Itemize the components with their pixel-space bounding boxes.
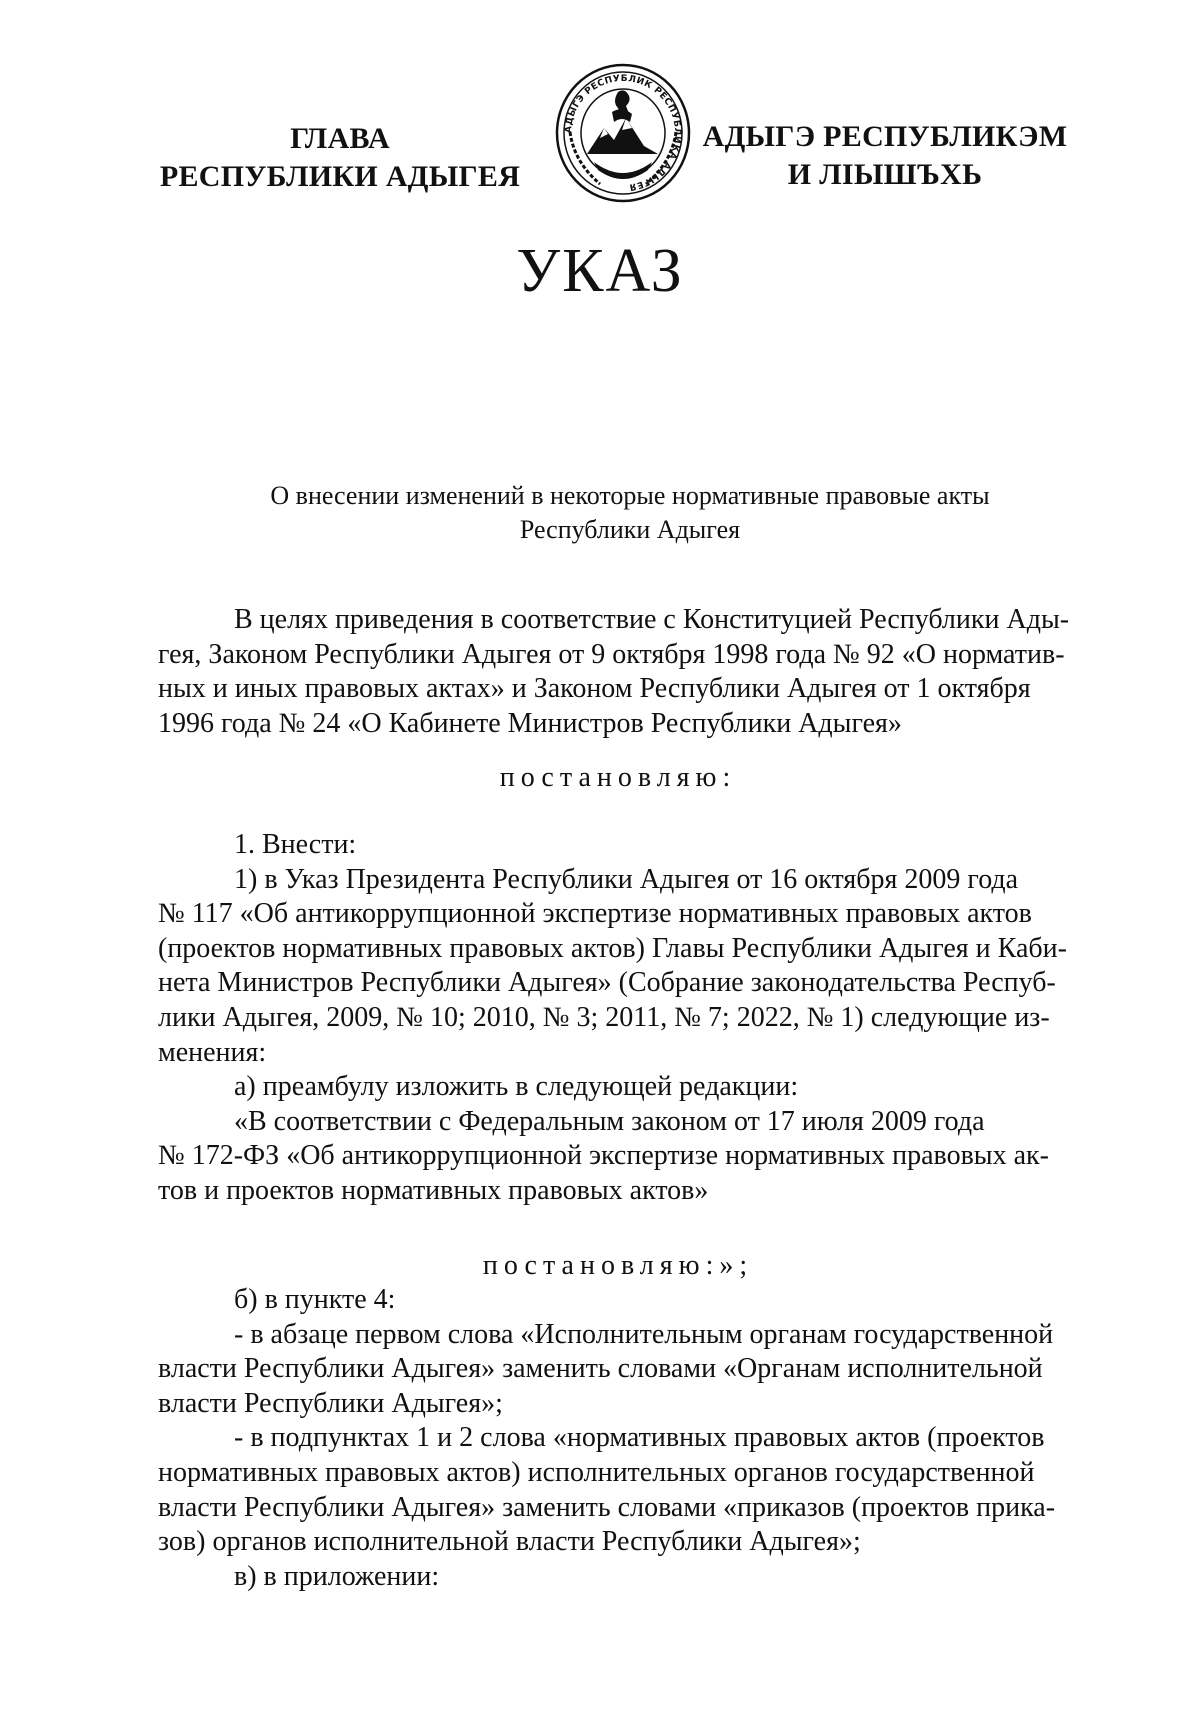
document-body	[158, 603, 1078, 1594]
dash1-line: власти Республики Адыгея»;	[158, 1387, 503, 1419]
quote-line: тов и проектов нормативных правовых актов»	[158, 1174, 709, 1206]
coat-of-arms-icon	[552, 62, 694, 204]
sub1-line: нета Министров Республики Адыгея» (Собрание законодательства Респуб-	[158, 967, 1056, 999]
sub1-line: лики Адыгея, 2009, № 10; 2010, № 3; 2011, № 7; 2022, № 1) следующие из-	[158, 1001, 1050, 1033]
dash2-line: - в подпунктах 1 и 2 слова «нормативных правовых актов (проектов	[234, 1422, 1045, 1454]
dash1-line: власти Республики Адыгея» заменить словами «Органам исполнительной	[158, 1353, 1043, 1385]
dash1-line: - в абзаце первом слова «Исполнительным органам государственной	[234, 1318, 1054, 1350]
sub-b: б) в пункте 4:	[234, 1284, 396, 1316]
dash2-line: власти Республики Адыгея» заменить словами «приказов (проектов прика-	[158, 1491, 1056, 1523]
header-left-line1: ГЛАВА	[290, 122, 390, 155]
preamble-line: В целях приведения в соответствие с Конституцией Республики Ады-	[234, 604, 1070, 635]
dash2-line: зов) органов исполнительной власти Республики Адыгея»;	[158, 1526, 861, 1558]
decree-word-quoted: постановляю:»;	[482, 1249, 754, 1281]
sub1-line: № 117 «Об антикоррупционной экспертизе нормативных правовых актов	[158, 898, 1032, 930]
emblem-ring-text: АДЫГЭ РЕСПУБЛИК РЕСПУБЛИКА АДЫГЕЯ	[563, 73, 683, 192]
sub1-line: менения:	[158, 1036, 267, 1068]
sub-a: а) преамбулу изложить в следующей редакции:	[234, 1071, 799, 1103]
subject-line1: О внесении изменений в некоторые нормативные правовые акты	[270, 481, 990, 510]
quote-line: «В соответствии с Федеральным законом от 17 июля 2009 года	[234, 1105, 985, 1137]
preamble-line: гея, Законом Республики Адыгея от 9 октября 1998 года № 92 «О норматив-	[158, 638, 1065, 670]
sub-v: в) в приложении:	[234, 1560, 440, 1592]
document-title: УКАЗ	[516, 237, 684, 305]
subject-line2: Республики Адыгея	[519, 515, 741, 544]
sub1-line: (проектов нормативных правовых актов) Главы Республики Адыгея и Каби-	[158, 932, 1067, 964]
item-1: 1. Внести:	[234, 828, 357, 860]
quote-line: № 172-ФЗ «Об антикоррупционной экспертизе нормативных правовых ак-	[158, 1140, 1049, 1172]
decree-word: постановляю:	[499, 762, 737, 794]
header-right	[700, 118, 1070, 194]
dash2-line: нормативных правовых актов) исполнительных органов государственной	[158, 1457, 1035, 1489]
header-left-line2: РЕСПУБЛИКИ АДЫГЕЯ	[159, 160, 521, 193]
header-right-line1: АДЫГЭ РЕСПУБЛИКЭМ	[702, 120, 1068, 153]
document-subject	[190, 479, 1070, 547]
preamble-line: ных и иных правовых актах» и Законом Республики Адыгея от 1 октября	[158, 673, 1031, 705]
preamble-line: 1996 года № 24 «О Кабинете Министров Республики Адыгея»	[158, 707, 902, 739]
sub1-line: 1) в Указ Президента Республики Адыгея от 16 октября 2009 года	[234, 863, 1019, 895]
header-left	[150, 120, 530, 196]
header-right-line2: И ЛІЫШЪХЬ	[787, 158, 983, 191]
